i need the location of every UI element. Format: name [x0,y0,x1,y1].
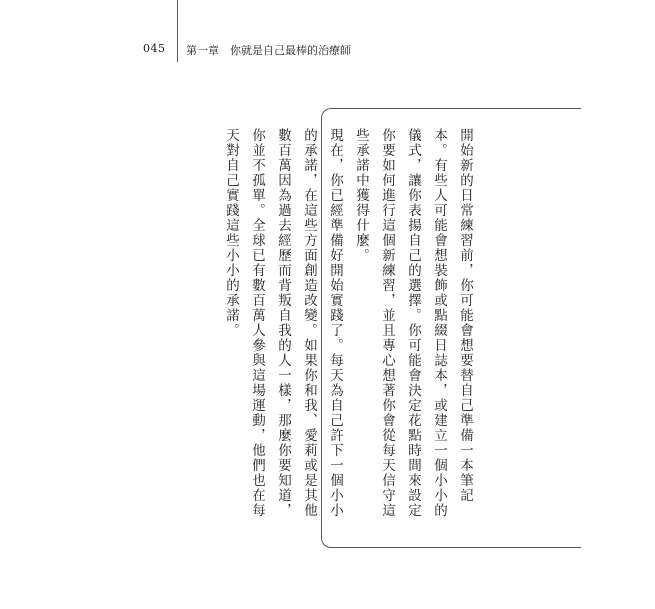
paragraph-2: 現在，你已經準備好開始實踐了。每天為自己許下一個小小的承諾，在這些方面創造改變。如果你和我、愛莉或是其他數百萬因為過去經歷而背叛自我的人一樣，那麼你要知道，你並不孤單。全球已有數百萬人參與這場運動，他們也在每天對自己實踐這些小小的承諾。 [223,128,343,518]
paragraph-1: 開始新的日常練習前，你可能會想要替自己準備一本筆記本。有些人可能會想裝飾或點綴日誌本，或建立一個小小的儀式，讓你表揚自己的選擇。你可能會決定花點時間來設定你要如何進行這個新練習，並且專心想著你會從每天信守這些承諾中獲得什麼。 [353,128,473,518]
chapter-title: 第一章 你就是自己最棒的治療師 [186,44,351,57]
header-divider [177,0,178,62]
body-text [218,128,478,528]
page-number: 045 [143,42,166,55]
